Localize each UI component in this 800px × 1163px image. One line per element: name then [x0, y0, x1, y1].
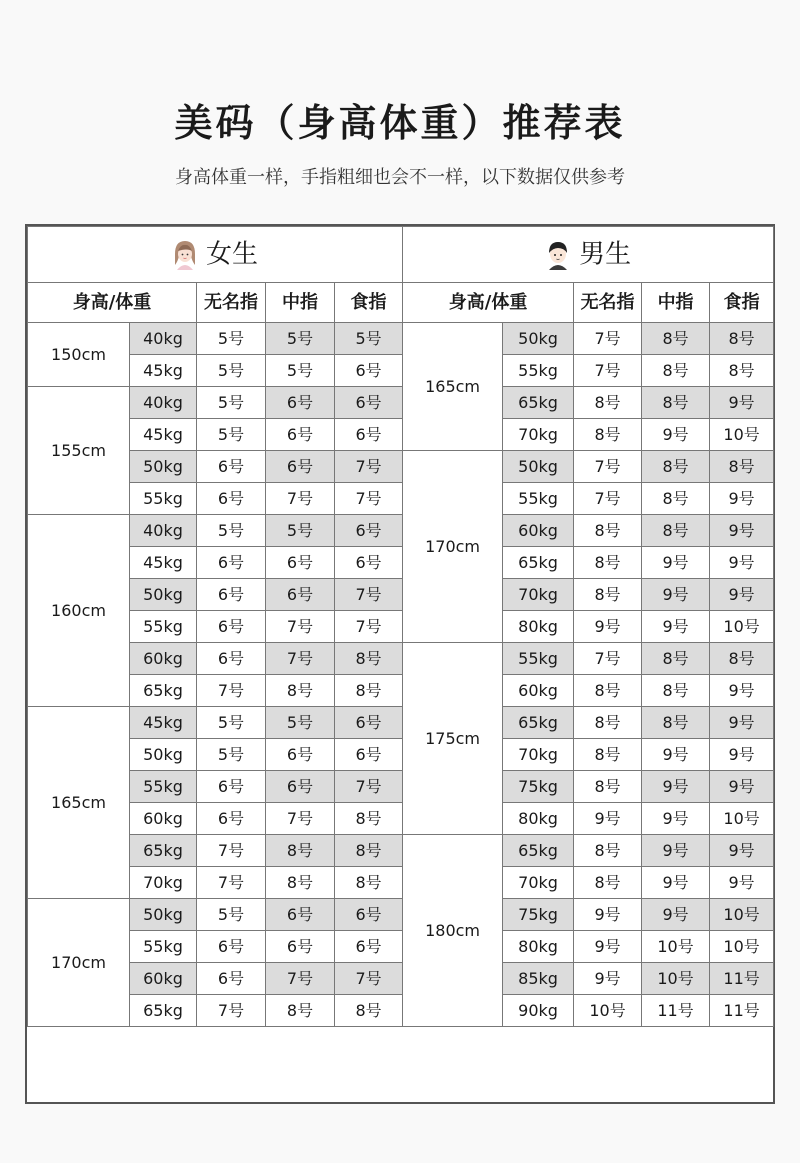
- male-index-cell: 9号: [710, 835, 774, 867]
- female-ring-cell: 6号: [197, 963, 266, 995]
- female-index-cell: 6号: [335, 739, 403, 771]
- male-weight-cell: 50kg: [503, 323, 574, 355]
- female-weight-cell: 55kg: [130, 611, 197, 643]
- male-ring-cell: 7号: [574, 323, 642, 355]
- male-middle-cell: 9号: [642, 835, 710, 867]
- female-ring-cell: 5号: [197, 515, 266, 547]
- female-middle-cell: 5号: [266, 707, 335, 739]
- male-middle-cell: 8号: [642, 451, 710, 483]
- female-weight-cell: 70kg: [130, 867, 197, 899]
- table-row: [28, 483, 774, 515]
- female-weight-cell: 60kg: [130, 803, 197, 835]
- female-middle-cell: 7号: [266, 483, 335, 515]
- male-weight-cell: 65kg: [503, 835, 574, 867]
- female-weight-cell: 60kg: [130, 643, 197, 675]
- female-index-cell: 6号: [335, 355, 403, 387]
- female-weight-cell: 50kg: [130, 579, 197, 611]
- male-index-cell: 9号: [710, 675, 774, 707]
- male-weight-cell: 65kg: [503, 707, 574, 739]
- male-index-cell: 9号: [710, 515, 774, 547]
- female-ring-cell: 7号: [197, 867, 266, 899]
- female-weight-cell: 50kg: [130, 451, 197, 483]
- male-weight-cell: 80kg: [503, 803, 574, 835]
- female-ring-cell: 7号: [197, 995, 266, 1027]
- male-header: [403, 227, 774, 283]
- female-middle-cell: 8号: [266, 867, 335, 899]
- male-ring-cell: 8号: [574, 419, 642, 451]
- male-ring-cell: 7号: [574, 355, 642, 387]
- male-middle-cell: 9号: [642, 899, 710, 931]
- female-label: 女生: [206, 239, 259, 269]
- female-index-cell: 8号: [335, 835, 403, 867]
- male-index-cell: 10号: [710, 931, 774, 963]
- female-ring-cell: 5号: [197, 323, 266, 355]
- male-index-cell: 9号: [710, 739, 774, 771]
- female-index-cell: 8号: [335, 675, 403, 707]
- table-row: [28, 355, 774, 387]
- table-row: [28, 611, 774, 643]
- male-middle-cell: 11号: [642, 995, 710, 1027]
- female-weight-cell: 65kg: [130, 995, 197, 1027]
- female-index-cell: 6号: [335, 515, 403, 547]
- female-middle-cell: 6号: [266, 579, 335, 611]
- page-subtitle: 身高体重一样，手指粗细也会不一样，以下数据仅供参考: [175, 167, 625, 188]
- male-index-cell: 10号: [710, 899, 774, 931]
- male-index-cell: 9号: [710, 771, 774, 803]
- female-index-cell: 6号: [335, 899, 403, 931]
- gender-header-row: [28, 227, 774, 283]
- male-ring-cell: 8号: [574, 675, 642, 707]
- female-ring-cell: 6号: [197, 803, 266, 835]
- female-index-cell: 6号: [335, 931, 403, 963]
- male-index-cell: 10号: [710, 419, 774, 451]
- male-index-cell: 10号: [710, 803, 774, 835]
- female-ring-cell: 6号: [197, 483, 266, 515]
- male-weight-cell: 65kg: [503, 387, 574, 419]
- male-height-cell: 180cm: [403, 835, 503, 1027]
- female-index-cell: 7号: [335, 771, 403, 803]
- male-index-cell: 8号: [710, 643, 774, 675]
- female-weight-cell: 65kg: [130, 835, 197, 867]
- male-middle-cell: 9号: [642, 739, 710, 771]
- female-index-cell: 8号: [335, 643, 403, 675]
- girl-avatar-icon: [172, 239, 198, 271]
- boy-avatar-icon: [545, 239, 571, 271]
- male-weight-cell: 55kg: [503, 643, 574, 675]
- female-header: [28, 227, 403, 283]
- table-row: [28, 899, 774, 931]
- female-index-cell: 6号: [335, 419, 403, 451]
- female-middle-cell: 7号: [266, 963, 335, 995]
- male-weight-cell: 50kg: [503, 451, 574, 483]
- male-ring-cell: 9号: [574, 963, 642, 995]
- female-weight-cell: 65kg: [130, 675, 197, 707]
- table-row: [28, 451, 774, 483]
- female-ring-cell: 5号: [197, 899, 266, 931]
- male-middle-cell: 8号: [642, 643, 710, 675]
- table-row: [28, 387, 774, 419]
- female-weight-cell: 50kg: [130, 739, 197, 771]
- male-middle-cell: 8号: [642, 323, 710, 355]
- male-middle-cell: 9号: [642, 419, 710, 451]
- male-weight-cell: 70kg: [503, 867, 574, 899]
- table-row: [28, 963, 774, 995]
- female-index-cell: 8号: [335, 995, 403, 1027]
- male-weight-cell: 60kg: [503, 515, 574, 547]
- female-middle-cell: 8号: [266, 675, 335, 707]
- table-row: [28, 707, 774, 739]
- female-middle-cell: 6号: [266, 899, 335, 931]
- female-height-cell: 165cm: [28, 707, 130, 899]
- male-ring-cell: 8号: [574, 771, 642, 803]
- female-ring-cell: 5号: [197, 707, 266, 739]
- female-ring-cell: 6号: [197, 547, 266, 579]
- size-chart-table: [27, 226, 774, 1027]
- male-middle-cell: 8号: [642, 675, 710, 707]
- female-height-cell: 170cm: [28, 899, 130, 1027]
- female-index-cell: 7号: [335, 483, 403, 515]
- female-middle-cell: 5号: [266, 355, 335, 387]
- male-col-height-weight: 身高/体重: [403, 283, 574, 323]
- female-middle-cell: 8号: [266, 835, 335, 867]
- female-weight-cell: 50kg: [130, 899, 197, 931]
- male-index-cell: 9号: [710, 547, 774, 579]
- male-ring-cell: 10号: [574, 995, 642, 1027]
- female-ring-cell: 6号: [197, 579, 266, 611]
- table-row: [28, 419, 774, 451]
- table-row: [28, 675, 774, 707]
- female-height-cell: 155cm: [28, 387, 130, 515]
- male-ring-cell: 8号: [574, 739, 642, 771]
- female-ring-cell: 5号: [197, 419, 266, 451]
- female-height-cell: 150cm: [28, 323, 130, 387]
- male-index-cell: 9号: [710, 867, 774, 899]
- male-middle-cell: 9号: [642, 611, 710, 643]
- female-middle-cell: 6号: [266, 451, 335, 483]
- female-ring-cell: 6号: [197, 931, 266, 963]
- female-index-cell: 7号: [335, 451, 403, 483]
- male-height-cell: 170cm: [403, 451, 503, 643]
- male-ring-cell: 7号: [574, 483, 642, 515]
- male-index-cell: 9号: [710, 707, 774, 739]
- male-middle-cell: 8号: [642, 515, 710, 547]
- page-title: 美码（身高体重）推荐表: [174, 101, 626, 145]
- male-weight-cell: 65kg: [503, 547, 574, 579]
- male-ring-cell: 8号: [574, 387, 642, 419]
- table-row: [28, 835, 774, 867]
- female-middle-cell: 7号: [266, 611, 335, 643]
- female-index-cell: 6号: [335, 547, 403, 579]
- female-index-cell: 7号: [335, 579, 403, 611]
- female-middle-cell: 6号: [266, 419, 335, 451]
- male-middle-cell: 9号: [642, 579, 710, 611]
- male-index-cell: 8号: [710, 323, 774, 355]
- table-row: [28, 867, 774, 899]
- male-ring-cell: 9号: [574, 803, 642, 835]
- female-middle-cell: 6号: [266, 387, 335, 419]
- male-middle-cell: 8号: [642, 387, 710, 419]
- table-row: [28, 579, 774, 611]
- female-index-cell: 8号: [335, 803, 403, 835]
- female-weight-cell: 40kg: [130, 515, 197, 547]
- male-middle-cell: 9号: [642, 547, 710, 579]
- male-weight-cell: 75kg: [503, 771, 574, 803]
- male-col-index-finger: 食指: [710, 283, 774, 323]
- female-middle-cell: 7号: [266, 803, 335, 835]
- male-weight-cell: 55kg: [503, 483, 574, 515]
- male-index-cell: 9号: [710, 483, 774, 515]
- male-ring-cell: 8号: [574, 515, 642, 547]
- table-row: [28, 771, 774, 803]
- male-ring-cell: 8号: [574, 579, 642, 611]
- female-weight-cell: 40kg: [130, 323, 197, 355]
- female-weight-cell: 55kg: [130, 931, 197, 963]
- table-row: [28, 931, 774, 963]
- female-weight-cell: 60kg: [130, 963, 197, 995]
- female-col-height-weight: 身高/体重: [28, 283, 197, 323]
- female-ring-cell: 6号: [197, 643, 266, 675]
- table-row: [28, 547, 774, 579]
- male-weight-cell: 70kg: [503, 739, 574, 771]
- female-index-cell: 5号: [335, 323, 403, 355]
- male-weight-cell: 75kg: [503, 899, 574, 931]
- table-row: [28, 515, 774, 547]
- female-col-middle-finger: 中指: [266, 283, 335, 323]
- female-middle-cell: 6号: [266, 931, 335, 963]
- female-index-cell: 6号: [335, 387, 403, 419]
- male-middle-cell: 10号: [642, 963, 710, 995]
- size-chart-frame: [25, 224, 775, 1104]
- male-ring-cell: 8号: [574, 547, 642, 579]
- male-middle-cell: 9号: [642, 771, 710, 803]
- male-col-ring-finger: 无名指: [574, 283, 642, 323]
- male-index-cell: 9号: [710, 579, 774, 611]
- female-ring-cell: 6号: [197, 451, 266, 483]
- male-weight-cell: 85kg: [503, 963, 574, 995]
- male-index-cell: 8号: [710, 355, 774, 387]
- male-weight-cell: 70kg: [503, 579, 574, 611]
- table-row: [28, 995, 774, 1027]
- male-weight-cell: 70kg: [503, 419, 574, 451]
- female-ring-cell: 6号: [197, 611, 266, 643]
- male-middle-cell: 10号: [642, 931, 710, 963]
- male-ring-cell: 9号: [574, 899, 642, 931]
- male-label: 男生: [579, 239, 632, 269]
- female-weight-cell: 40kg: [130, 387, 197, 419]
- male-ring-cell: 7号: [574, 451, 642, 483]
- table-row: [28, 739, 774, 771]
- male-weight-cell: 60kg: [503, 675, 574, 707]
- female-index-cell: 7号: [335, 611, 403, 643]
- female-index-cell: 6号: [335, 707, 403, 739]
- male-ring-cell: 8号: [574, 867, 642, 899]
- table-row: [28, 643, 774, 675]
- male-height-cell: 175cm: [403, 643, 503, 835]
- male-index-cell: 11号: [710, 963, 774, 995]
- male-height-cell: 165cm: [403, 323, 503, 451]
- female-index-cell: 8号: [335, 867, 403, 899]
- male-index-cell: 9号: [710, 387, 774, 419]
- male-ring-cell: 9号: [574, 931, 642, 963]
- female-middle-cell: 6号: [266, 739, 335, 771]
- male-ring-cell: 8号: [574, 835, 642, 867]
- female-middle-cell: 7号: [266, 643, 335, 675]
- female-col-index-finger: 食指: [335, 283, 403, 323]
- male-index-cell: 8号: [710, 451, 774, 483]
- male-middle-cell: 9号: [642, 867, 710, 899]
- female-height-cell: 160cm: [28, 515, 130, 707]
- female-ring-cell: 6号: [197, 771, 266, 803]
- female-middle-cell: 5号: [266, 515, 335, 547]
- male-middle-cell: 8号: [642, 483, 710, 515]
- male-middle-cell: 8号: [642, 707, 710, 739]
- female-weight-cell: 45kg: [130, 707, 197, 739]
- female-weight-cell: 55kg: [130, 483, 197, 515]
- male-col-middle-finger: 中指: [642, 283, 710, 323]
- male-index-cell: 10号: [710, 611, 774, 643]
- female-ring-cell: 5号: [197, 739, 266, 771]
- female-ring-cell: 5号: [197, 387, 266, 419]
- female-middle-cell: 8号: [266, 995, 335, 1027]
- male-ring-cell: 8号: [574, 707, 642, 739]
- male-weight-cell: 90kg: [503, 995, 574, 1027]
- female-ring-cell: 7号: [197, 835, 266, 867]
- table-row: [28, 323, 774, 355]
- male-middle-cell: 8号: [642, 355, 710, 387]
- male-ring-cell: 7号: [574, 643, 642, 675]
- female-middle-cell: 6号: [266, 771, 335, 803]
- male-middle-cell: 9号: [642, 803, 710, 835]
- female-weight-cell: 45kg: [130, 419, 197, 451]
- column-header-row: [28, 283, 774, 323]
- male-weight-cell: 80kg: [503, 611, 574, 643]
- female-index-cell: 7号: [335, 963, 403, 995]
- female-weight-cell: 45kg: [130, 547, 197, 579]
- male-weight-cell: 80kg: [503, 931, 574, 963]
- female-ring-cell: 5号: [197, 355, 266, 387]
- male-ring-cell: 9号: [574, 611, 642, 643]
- female-ring-cell: 7号: [197, 675, 266, 707]
- female-weight-cell: 45kg: [130, 355, 197, 387]
- female-middle-cell: 5号: [266, 323, 335, 355]
- male-index-cell: 11号: [710, 995, 774, 1027]
- male-weight-cell: 55kg: [503, 355, 574, 387]
- female-col-ring-finger: 无名指: [197, 283, 266, 323]
- female-middle-cell: 6号: [266, 547, 335, 579]
- female-weight-cell: 55kg: [130, 771, 197, 803]
- table-row: [28, 803, 774, 835]
